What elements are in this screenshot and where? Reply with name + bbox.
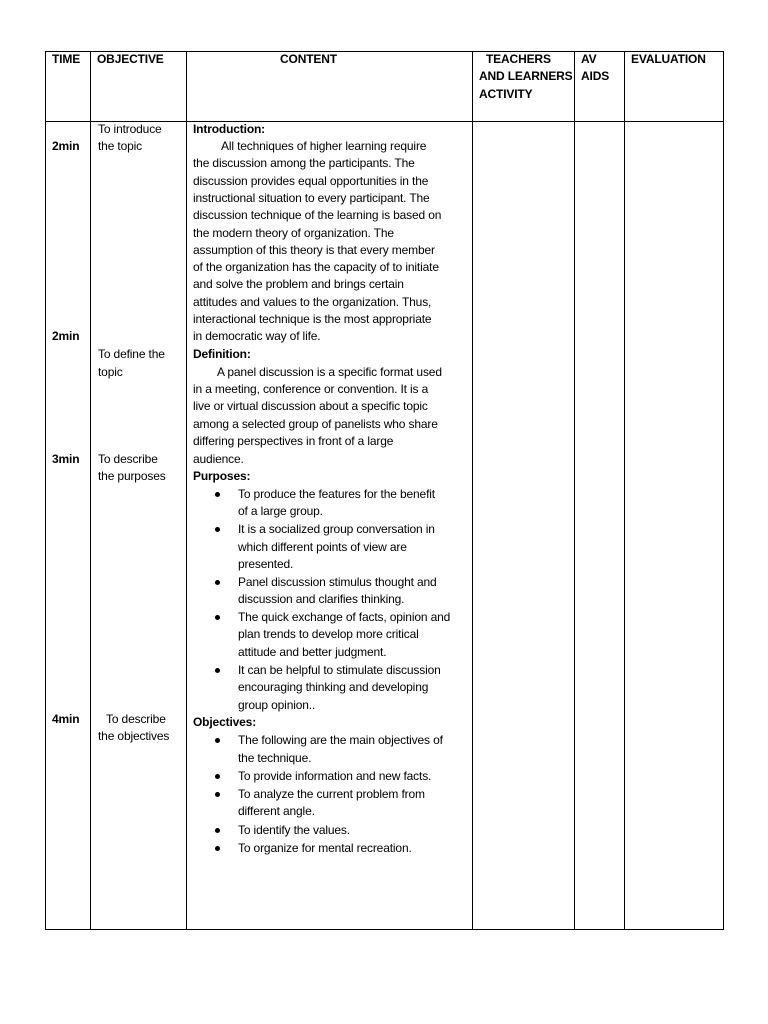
bullet-icon [215,527,220,532]
bullet-icon [215,492,220,497]
purpose-line: To produce the features for the benefit [238,487,435,501]
purpose-line: plan trends to develop more critical [238,627,419,641]
time-value: 3min [52,452,80,466]
introduction-line: All techniques of higher learning require [221,139,427,153]
definition-line: differing perspectives in front of a large [193,434,394,448]
header-av-line: AIDS [581,69,610,83]
introduction-line: in democratic way of life. [193,329,321,343]
objective-item-line: different angle. [238,804,315,818]
definition-line: live or virtual discussion about a specific topic [193,399,428,413]
header-teachers-line: ACTIVITY [479,87,533,101]
introduction-line: discussion technique of the learning is based on [193,208,442,222]
objective-item-line: To identify the values. [238,823,350,837]
objective-item-line: To analyze the current problem from [238,787,425,801]
definition-heading: Definition: [193,347,251,361]
objective-line: To introduce [98,122,162,136]
introduction-line: discussion provides equal opportunities in the [193,174,429,188]
introduction-line: interactional technique is the most appropriate [193,312,432,326]
purpose-line: The quick exchange of facts, opinion and [238,610,451,624]
header-teachers-line: TEACHERS [486,52,551,66]
column-line [45,51,46,930]
definition-line: audience. [193,452,244,466]
bullet-icon [215,668,220,673]
table-border-bottom [45,929,724,930]
header-evaluation: EVALUATION [631,52,706,66]
header-time: TIME [52,52,81,66]
time-value: 2min [52,139,80,153]
purpose-line: group opinion.. [238,698,316,712]
header-teachers-line: AND LEARNERS [479,69,573,83]
objective-item-line: the technique. [238,751,312,765]
column-line [186,51,187,930]
objective-line: To define the [98,347,165,361]
bullet-icon [215,580,220,585]
purpose-line: attitude and better judgment. [238,645,387,659]
time-value: 4min [52,712,80,726]
objective-item-line: The following are the main objectives of [238,733,443,747]
column-line [472,51,473,930]
column-line [624,51,625,930]
objective-item-line: To organize for mental recreation. [238,841,412,855]
objective-line: the purposes [98,469,166,483]
header-content: CONTENT [280,52,337,66]
introduction-line: the discussion among the participants. The [193,156,415,170]
introduction-line: instructional situation to every participant. The [193,191,430,205]
column-line [574,51,575,930]
purpose-line: It is a socialized group conversation in [238,522,435,536]
bullet-icon [215,828,220,833]
time-value: 2min [52,329,80,343]
purpose-line: which different points of view are [238,540,407,554]
purpose-line: It can be helpful to stimulate discussion [238,663,441,677]
objective-item-line: To provide information and new facts. [238,769,432,783]
purpose-line: encouraging thinking and developing [238,680,429,694]
objective-line: the topic [98,139,143,153]
definition-line: in a meeting, conference or convention. It is a [193,382,429,396]
introduction-line: the modern theory of organization. The [193,226,394,240]
objective-line: To describe [98,452,158,466]
bullet-icon [215,738,220,743]
introduction-line: assumption of this theory is that every member [193,243,435,257]
bullet-icon [215,846,220,851]
purposes-heading: Purposes: [193,469,251,483]
bullet-icon [215,615,220,620]
introduction-line: and solve the problem and brings certain [193,277,404,291]
header-objective: OBJECTIVE [97,52,164,66]
purpose-line: Panel discussion stimulus thought and [238,575,437,589]
introduction-line: of the organization has the capacity of to initiate [193,260,439,274]
definition-line: among a selected group of panelists who share [193,417,438,431]
objective-line: the objectives [98,729,170,743]
column-line [90,51,91,930]
definition-line: A panel discussion is a specific format used [217,365,442,379]
objectives-heading: Objectives: [193,715,257,729]
purpose-line: presented. [238,557,294,571]
objective-line: To describe [106,712,166,726]
introduction-heading: Introduction: [193,122,266,136]
column-line [723,51,724,930]
bullet-icon [215,792,220,797]
header-av-line: AV [581,52,597,66]
purpose-line: discussion and clarifies thinking. [238,592,405,606]
purpose-line: of a large group. [238,504,323,518]
bullet-icon [215,774,220,779]
introduction-line: attitudes and values to the organization. Thus, [193,295,432,309]
objective-line: topic [98,365,123,379]
